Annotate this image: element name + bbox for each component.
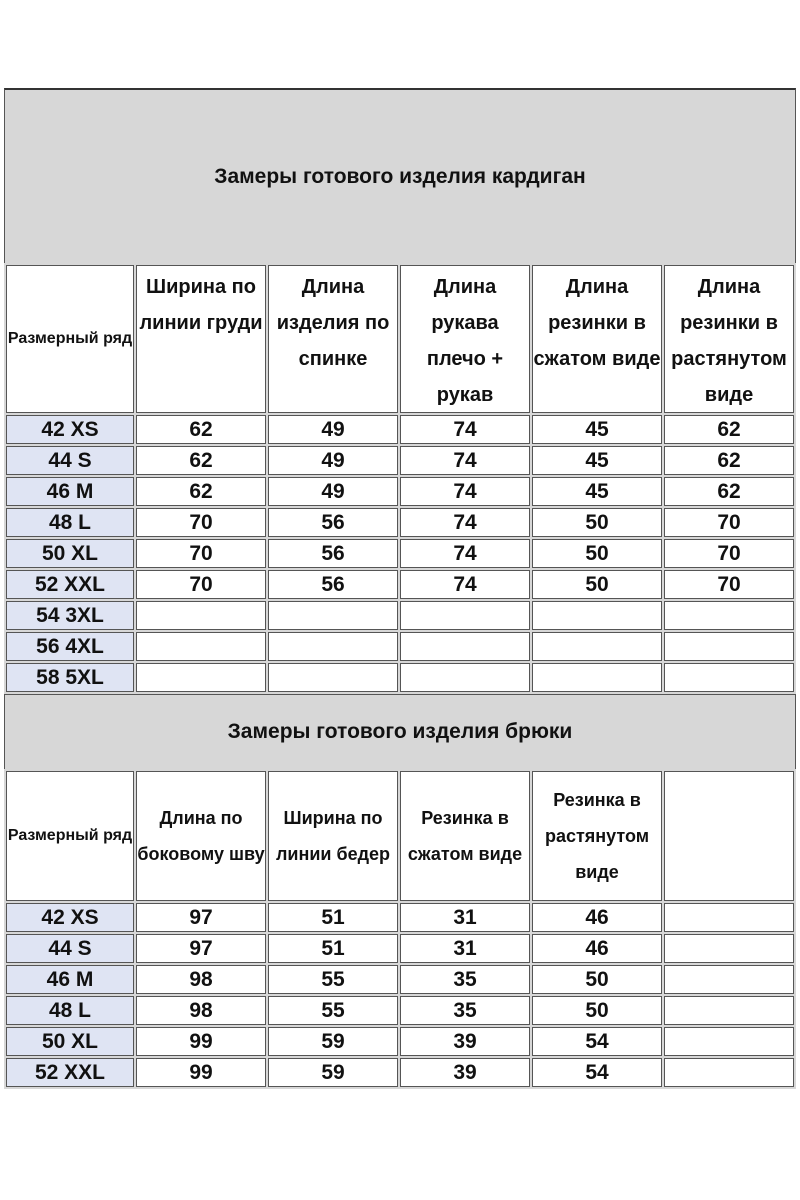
table-cell <box>267 662 399 693</box>
table-cell <box>663 631 795 662</box>
table-cell <box>663 1057 795 1088</box>
table-cell <box>135 600 267 631</box>
table-cell: 50 <box>531 538 663 569</box>
size-cell: 44 S <box>5 445 135 476</box>
column-header-chest-width: Ширина по линии груди <box>135 264 267 414</box>
column-header-hip-width: Ширина по линии бедер <box>267 770 399 902</box>
column-header-sleeve-length: Длина рукава плечо + рукав <box>399 264 531 414</box>
table-cell <box>267 600 399 631</box>
table-cell: 74 <box>399 414 531 445</box>
column-header-side-seam-length: Длина по боковому шву <box>135 770 267 902</box>
table-cell: 55 <box>267 964 399 995</box>
table-cell: 74 <box>399 569 531 600</box>
table-cell <box>663 933 795 964</box>
table-cell: 98 <box>135 995 267 1026</box>
table-cell: 56 <box>267 569 399 600</box>
table-row <box>5 569 795 600</box>
table-row <box>5 445 795 476</box>
table-cell: 54 <box>531 1057 663 1088</box>
table-cell: 35 <box>399 995 531 1026</box>
table-cell: 31 <box>399 902 531 933</box>
table-cell: 45 <box>531 414 663 445</box>
table-cell: 50 <box>531 995 663 1026</box>
column-header-waistband-stretched: Резинка в растянутом виде <box>531 770 663 902</box>
table-cell: 70 <box>135 538 267 569</box>
table-cell: 39 <box>399 1057 531 1088</box>
size-cell: 48 L <box>5 995 135 1026</box>
table-cell: 70 <box>663 569 795 600</box>
column-header-back-length: Длина изделия по спинке <box>267 264 399 414</box>
size-cell: 52 XXL <box>5 569 135 600</box>
table-row <box>5 1026 795 1057</box>
table-cell <box>531 662 663 693</box>
column-header-cuff-stretched: Длина резинки в растянутом виде <box>663 264 795 414</box>
table-cell: 98 <box>135 964 267 995</box>
cardigan-title: Замеры готового изделия кардиган <box>4 88 796 263</box>
table-cell: 54 <box>531 1026 663 1057</box>
table-cell: 50 <box>531 507 663 538</box>
cardigan-header-row <box>5 264 795 414</box>
table-row <box>5 995 795 1026</box>
table-cell <box>531 600 663 631</box>
table-cell: 51 <box>267 902 399 933</box>
size-cell: 50 XL <box>5 538 135 569</box>
table-row <box>5 538 795 569</box>
table-cell: 62 <box>663 445 795 476</box>
column-header-waistband-relaxed: Резинка в сжатом виде <box>399 770 531 902</box>
table-row <box>5 631 795 662</box>
table-cell: 56 <box>267 507 399 538</box>
table-cell: 35 <box>399 964 531 995</box>
table-cell <box>663 964 795 995</box>
table-cell: 39 <box>399 1026 531 1057</box>
size-cell: 50 XL <box>5 1026 135 1057</box>
column-header-size: Размерный ряд <box>5 770 135 902</box>
table-cell: 62 <box>135 445 267 476</box>
table-row <box>5 1057 795 1088</box>
table-cell <box>663 662 795 693</box>
table-cell: 74 <box>399 476 531 507</box>
table-cell: 74 <box>399 538 531 569</box>
table-cell: 70 <box>663 507 795 538</box>
table-cell: 62 <box>663 476 795 507</box>
table-cell <box>135 662 267 693</box>
table-cell: 55 <box>267 995 399 1026</box>
table-cell: 45 <box>531 445 663 476</box>
table-row <box>5 933 795 964</box>
table-cell: 49 <box>267 414 399 445</box>
size-cell: 54 3XL <box>5 600 135 631</box>
table-cell: 59 <box>267 1057 399 1088</box>
table-cell: 51 <box>267 933 399 964</box>
table-cell <box>399 600 531 631</box>
table-cell: 46 <box>531 902 663 933</box>
table-cell: 70 <box>135 569 267 600</box>
size-cell: 56 4XL <box>5 631 135 662</box>
table-cell: 97 <box>135 933 267 964</box>
table-row <box>5 507 795 538</box>
table-cell: 56 <box>267 538 399 569</box>
table-cell: 59 <box>267 1026 399 1057</box>
table-row <box>5 476 795 507</box>
table-cell: 97 <box>135 902 267 933</box>
table-cell: 49 <box>267 445 399 476</box>
table-cell: 50 <box>531 964 663 995</box>
table-row <box>5 414 795 445</box>
size-cell: 58 5XL <box>5 662 135 693</box>
table-cell <box>531 631 663 662</box>
table-cell: 62 <box>135 476 267 507</box>
column-header-empty <box>663 770 795 902</box>
size-cell: 42 XS <box>5 902 135 933</box>
table-cell: 45 <box>531 476 663 507</box>
size-cell: 52 XXL <box>5 1057 135 1088</box>
size-cell: 46 M <box>5 964 135 995</box>
table-cell: 74 <box>399 507 531 538</box>
table-cell: 99 <box>135 1026 267 1057</box>
table-cell <box>135 631 267 662</box>
table-row <box>5 662 795 693</box>
table-row <box>5 600 795 631</box>
table-cell: 62 <box>663 414 795 445</box>
table-cell: 70 <box>663 538 795 569</box>
size-cell: 46 M <box>5 476 135 507</box>
table-cell <box>399 631 531 662</box>
size-cell: 48 L <box>5 507 135 538</box>
table-cell: 49 <box>267 476 399 507</box>
column-header-size: Размерный ряд <box>5 264 135 414</box>
table-cell: 50 <box>531 569 663 600</box>
table-row <box>5 902 795 933</box>
table-cell: 74 <box>399 445 531 476</box>
table-cell <box>663 995 795 1026</box>
size-cell: 44 S <box>5 933 135 964</box>
size-chart <box>4 88 796 1089</box>
table-cell: 46 <box>531 933 663 964</box>
trousers-table <box>4 769 796 1089</box>
table-cell: 31 <box>399 933 531 964</box>
cardigan-table <box>4 263 796 694</box>
table-cell: 99 <box>135 1057 267 1088</box>
table-cell <box>663 600 795 631</box>
table-cell <box>663 1026 795 1057</box>
table-cell: 62 <box>135 414 267 445</box>
column-header-cuff-relaxed: Длина резинки в сжатом виде <box>531 264 663 414</box>
table-cell <box>399 662 531 693</box>
size-cell: 42 XS <box>5 414 135 445</box>
trousers-header-row <box>5 770 795 902</box>
table-row <box>5 964 795 995</box>
table-cell <box>663 902 795 933</box>
trousers-title: Замеры готового изделия брюки <box>4 694 796 769</box>
table-cell <box>267 631 399 662</box>
table-cell: 70 <box>135 507 267 538</box>
